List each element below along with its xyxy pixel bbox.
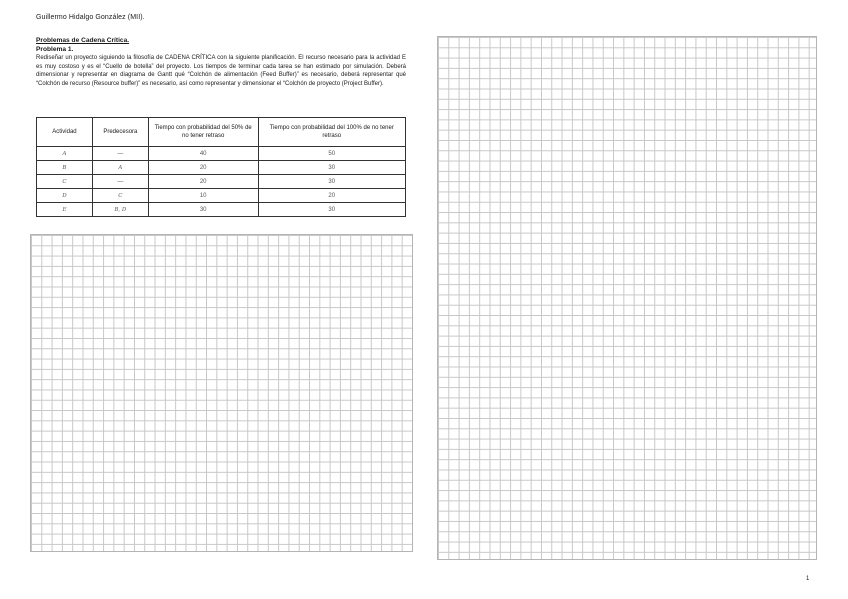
cell-predecessor: A — [92, 161, 148, 175]
cell-activity: D — [37, 189, 93, 203]
cell-predecessor: C — [92, 189, 148, 203]
graph-paper-left — [30, 234, 413, 552]
page-number: 1 — [806, 576, 810, 582]
activities-table — [36, 117, 406, 217]
cell-time-50: 10 — [148, 189, 258, 203]
table-header-row — [37, 118, 406, 147]
cell-activity: C — [37, 175, 93, 189]
table-row — [37, 147, 406, 161]
cell-time-50: 20 — [148, 175, 258, 189]
header-tiempo-100: Tiempo con probabilidad del 100% de no tener retraso — [258, 118, 406, 147]
cell-time-50: 30 — [148, 203, 258, 217]
table-row — [37, 189, 406, 203]
problem-title: Problema 1. — [36, 46, 74, 53]
cell-predecessor: B, D — [92, 203, 148, 217]
section-title: Problemas de Cadena Crítica. — [36, 37, 130, 44]
table-row — [37, 161, 406, 175]
header-tiempo-50: Tiempo con probabilidad del 50% de no tener retraso — [148, 118, 258, 147]
cell-time-50: 20 — [148, 161, 258, 175]
cell-time-100: 20 — [258, 189, 406, 203]
table-row — [37, 175, 406, 189]
cell-time-50: 40 — [148, 147, 258, 161]
table-row — [37, 203, 406, 217]
cell-activity: A — [37, 147, 93, 161]
cell-time-100: 50 — [258, 147, 406, 161]
graph-paper-right — [437, 36, 817, 560]
cell-predecessor: — — [92, 147, 148, 161]
cell-activity: B — [37, 161, 93, 175]
cell-time-100: 30 — [258, 161, 406, 175]
author-line: Guillermo Hidalgo González (MII). — [36, 14, 145, 21]
problem-statement: Rediseñar un proyecto siguiendo la filosofía de CADENA CRÍTICA con la siguiente planificación. El recurso necesario para la actividad E es muy costoso y es el “Cuello de botella” del proyecto. Los tiempos de terminar cada tarea se han estimado por simulación. Deberá dimensionar y representar en diagrama de Gantt qué “Colchón de alimentación (Feed Buffer)” es necesario, deberá representar qué “Colchón de recurso (Resource buffer)” es necesario, así como representar y dimensionar el “Colchón de proyecto (Project Buffer). — [36, 55, 406, 87]
cell-time-100: 30 — [258, 203, 406, 217]
cell-activity: E — [37, 203, 93, 217]
header-actividad: Actividad — [37, 118, 93, 147]
cell-predecessor: — — [92, 175, 148, 189]
cell-time-100: 30 — [258, 175, 406, 189]
header-predecesora: Predecesora — [92, 118, 148, 147]
